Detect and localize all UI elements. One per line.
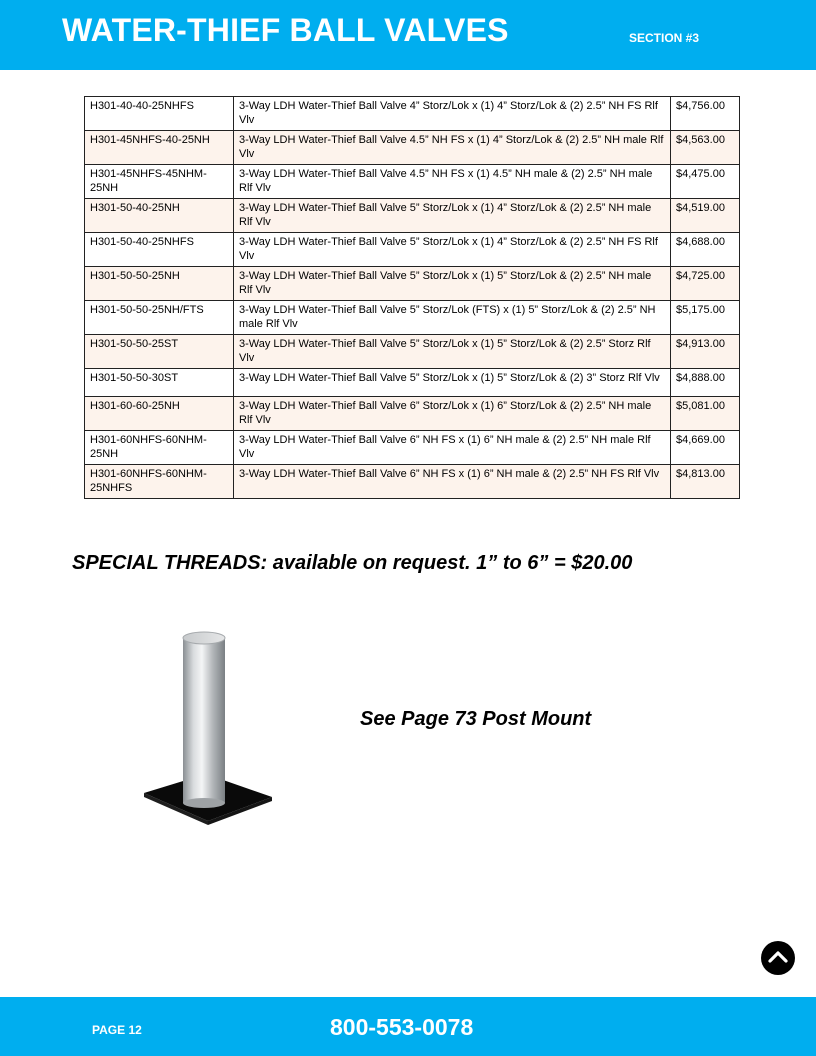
- part-number-cell: H301-50-50-25NH/FTS: [85, 301, 234, 335]
- table-row: [85, 233, 740, 267]
- part-number-cell: H301-60NHFS-60NHM-25NH: [85, 431, 234, 465]
- see-page-reference: See Page 73 Post Mount: [360, 708, 592, 730]
- description-cell: 3-Way LDH Water-Thief Ball Valve 6” NH FS x (1) 6” NH male & (2) 2.5” NH FS Rlf Vlv: [234, 465, 671, 499]
- part-number-cell: H301-50-50-30ST: [85, 369, 234, 397]
- price-cell: $4,475.00: [671, 165, 740, 199]
- page-footer: [0, 997, 816, 1056]
- description-cell: 3-Way LDH Water-Thief Ball Valve 5” Storz/Lok (FTS) x (1) 5” Storz/Lok & (2) 2.5” NH male Rlf Vlv: [234, 301, 671, 335]
- part-number-cell: H301-50-40-25NH: [85, 199, 234, 233]
- description-cell: 3-Way LDH Water-Thief Ball Valve 5” Storz/Lok x (1) 4” Storz/Lok & (2) 2.5” NH FS Rlf Vlv: [234, 233, 671, 267]
- description-cell: 3-Way LDH Water-Thief Ball Valve 4” Storz/Lok x (1) 4” Storz/Lok & (2) 2.5” NH FS Rlf Vlv: [234, 97, 671, 131]
- price-table-body: [85, 97, 740, 499]
- page-title: WATER-THIEF BALL VALVES: [62, 12, 509, 48]
- chevron-up-icon: [761, 941, 795, 975]
- part-number-cell: H301-60-60-25NH: [85, 397, 234, 431]
- table-row: [85, 431, 740, 465]
- phone-number: 800-553-0078: [330, 1014, 474, 1040]
- price-cell: $4,756.00: [671, 97, 740, 131]
- scroll-to-top-button[interactable]: [761, 941, 795, 975]
- price-cell: $4,519.00: [671, 199, 740, 233]
- page-number: PAGE 12: [92, 1023, 142, 1037]
- price-cell: $4,563.00: [671, 131, 740, 165]
- price-table: [84, 96, 740, 499]
- price-cell: $5,175.00: [671, 301, 740, 335]
- part-number-cell: H301-50-40-25NHFS: [85, 233, 234, 267]
- table-row: [85, 97, 740, 131]
- price-cell: $4,669.00: [671, 431, 740, 465]
- table-row: [85, 165, 740, 199]
- part-number-cell: H301-45NHFS-45NHM-25NH: [85, 165, 234, 199]
- table-row: [85, 267, 740, 301]
- part-number-cell: H301-45NHFS-40-25NH: [85, 131, 234, 165]
- price-cell: $4,688.00: [671, 233, 740, 267]
- description-cell: 3-Way LDH Water-Thief Ball Valve 5” Storz/Lok x (1) 5” Storz/Lok & (2) 3” Storz Rlf Vlv: [234, 369, 671, 397]
- table-row: [85, 397, 740, 431]
- description-cell: 3-Way LDH Water-Thief Ball Valve 4.5” NH FS x (1) 4.5” NH male & (2) 2.5” NH male Rlf Vlv: [234, 165, 671, 199]
- price-cell: $5,081.00: [671, 397, 740, 431]
- description-cell: 3-Way LDH Water-Thief Ball Valve 6” Storz/Lok x (1) 6” Storz/Lok & (2) 2.5” NH male Rlf Vlv: [234, 397, 671, 431]
- table-row: [85, 199, 740, 233]
- description-cell: 3-Way LDH Water-Thief Ball Valve 4.5” NH FS x (1) 4” Storz/Lok & (2) 2.5” NH male Rlf Vlv: [234, 131, 671, 165]
- section-label: SECTION #3: [629, 31, 700, 45]
- table-row: [85, 301, 740, 335]
- description-cell: 3-Way LDH Water-Thief Ball Valve 5” Storz/Lok x (1) 5” Storz/Lok & (2) 2.5” NH male Rlf Vlv: [234, 267, 671, 301]
- table-row: [85, 335, 740, 369]
- price-cell: $4,813.00: [671, 465, 740, 499]
- part-number-cell: H301-50-50-25ST: [85, 335, 234, 369]
- price-cell: $4,888.00: [671, 369, 740, 397]
- page-header: [0, 0, 816, 70]
- table-row: [85, 131, 740, 165]
- part-number-cell: H301-50-50-25NH: [85, 267, 234, 301]
- price-cell: $4,725.00: [671, 267, 740, 301]
- description-cell: 3-Way LDH Water-Thief Ball Valve 5” Storz/Lok x (1) 4” Storz/Lok & (2) 2.5” NH male Rlf Vlv: [234, 199, 671, 233]
- description-cell: 3-Way LDH Water-Thief Ball Valve 5” Storz/Lok x (1) 5” Storz/Lok & (2) 2.5” Storz Rlf Vlv: [234, 335, 671, 369]
- part-number-cell: H301-40-40-25NHFS: [85, 97, 234, 131]
- description-cell: 3-Way LDH Water-Thief Ball Valve 6” NH FS x (1) 6” NH male & (2) 2.5” NH male Rlf Vlv: [234, 431, 671, 465]
- part-number-cell: H301-60NHFS-60NHM-25NHFS: [85, 465, 234, 499]
- post-mount-image: [108, 616, 292, 848]
- table-row: [85, 369, 740, 397]
- price-cell: $4,913.00: [671, 335, 740, 369]
- special-threads-note: SPECIAL THREADS: available on request. 1” to 6” = $20.00: [72, 552, 633, 574]
- post-mount-photo: [108, 616, 292, 848]
- table-row: [85, 465, 740, 499]
